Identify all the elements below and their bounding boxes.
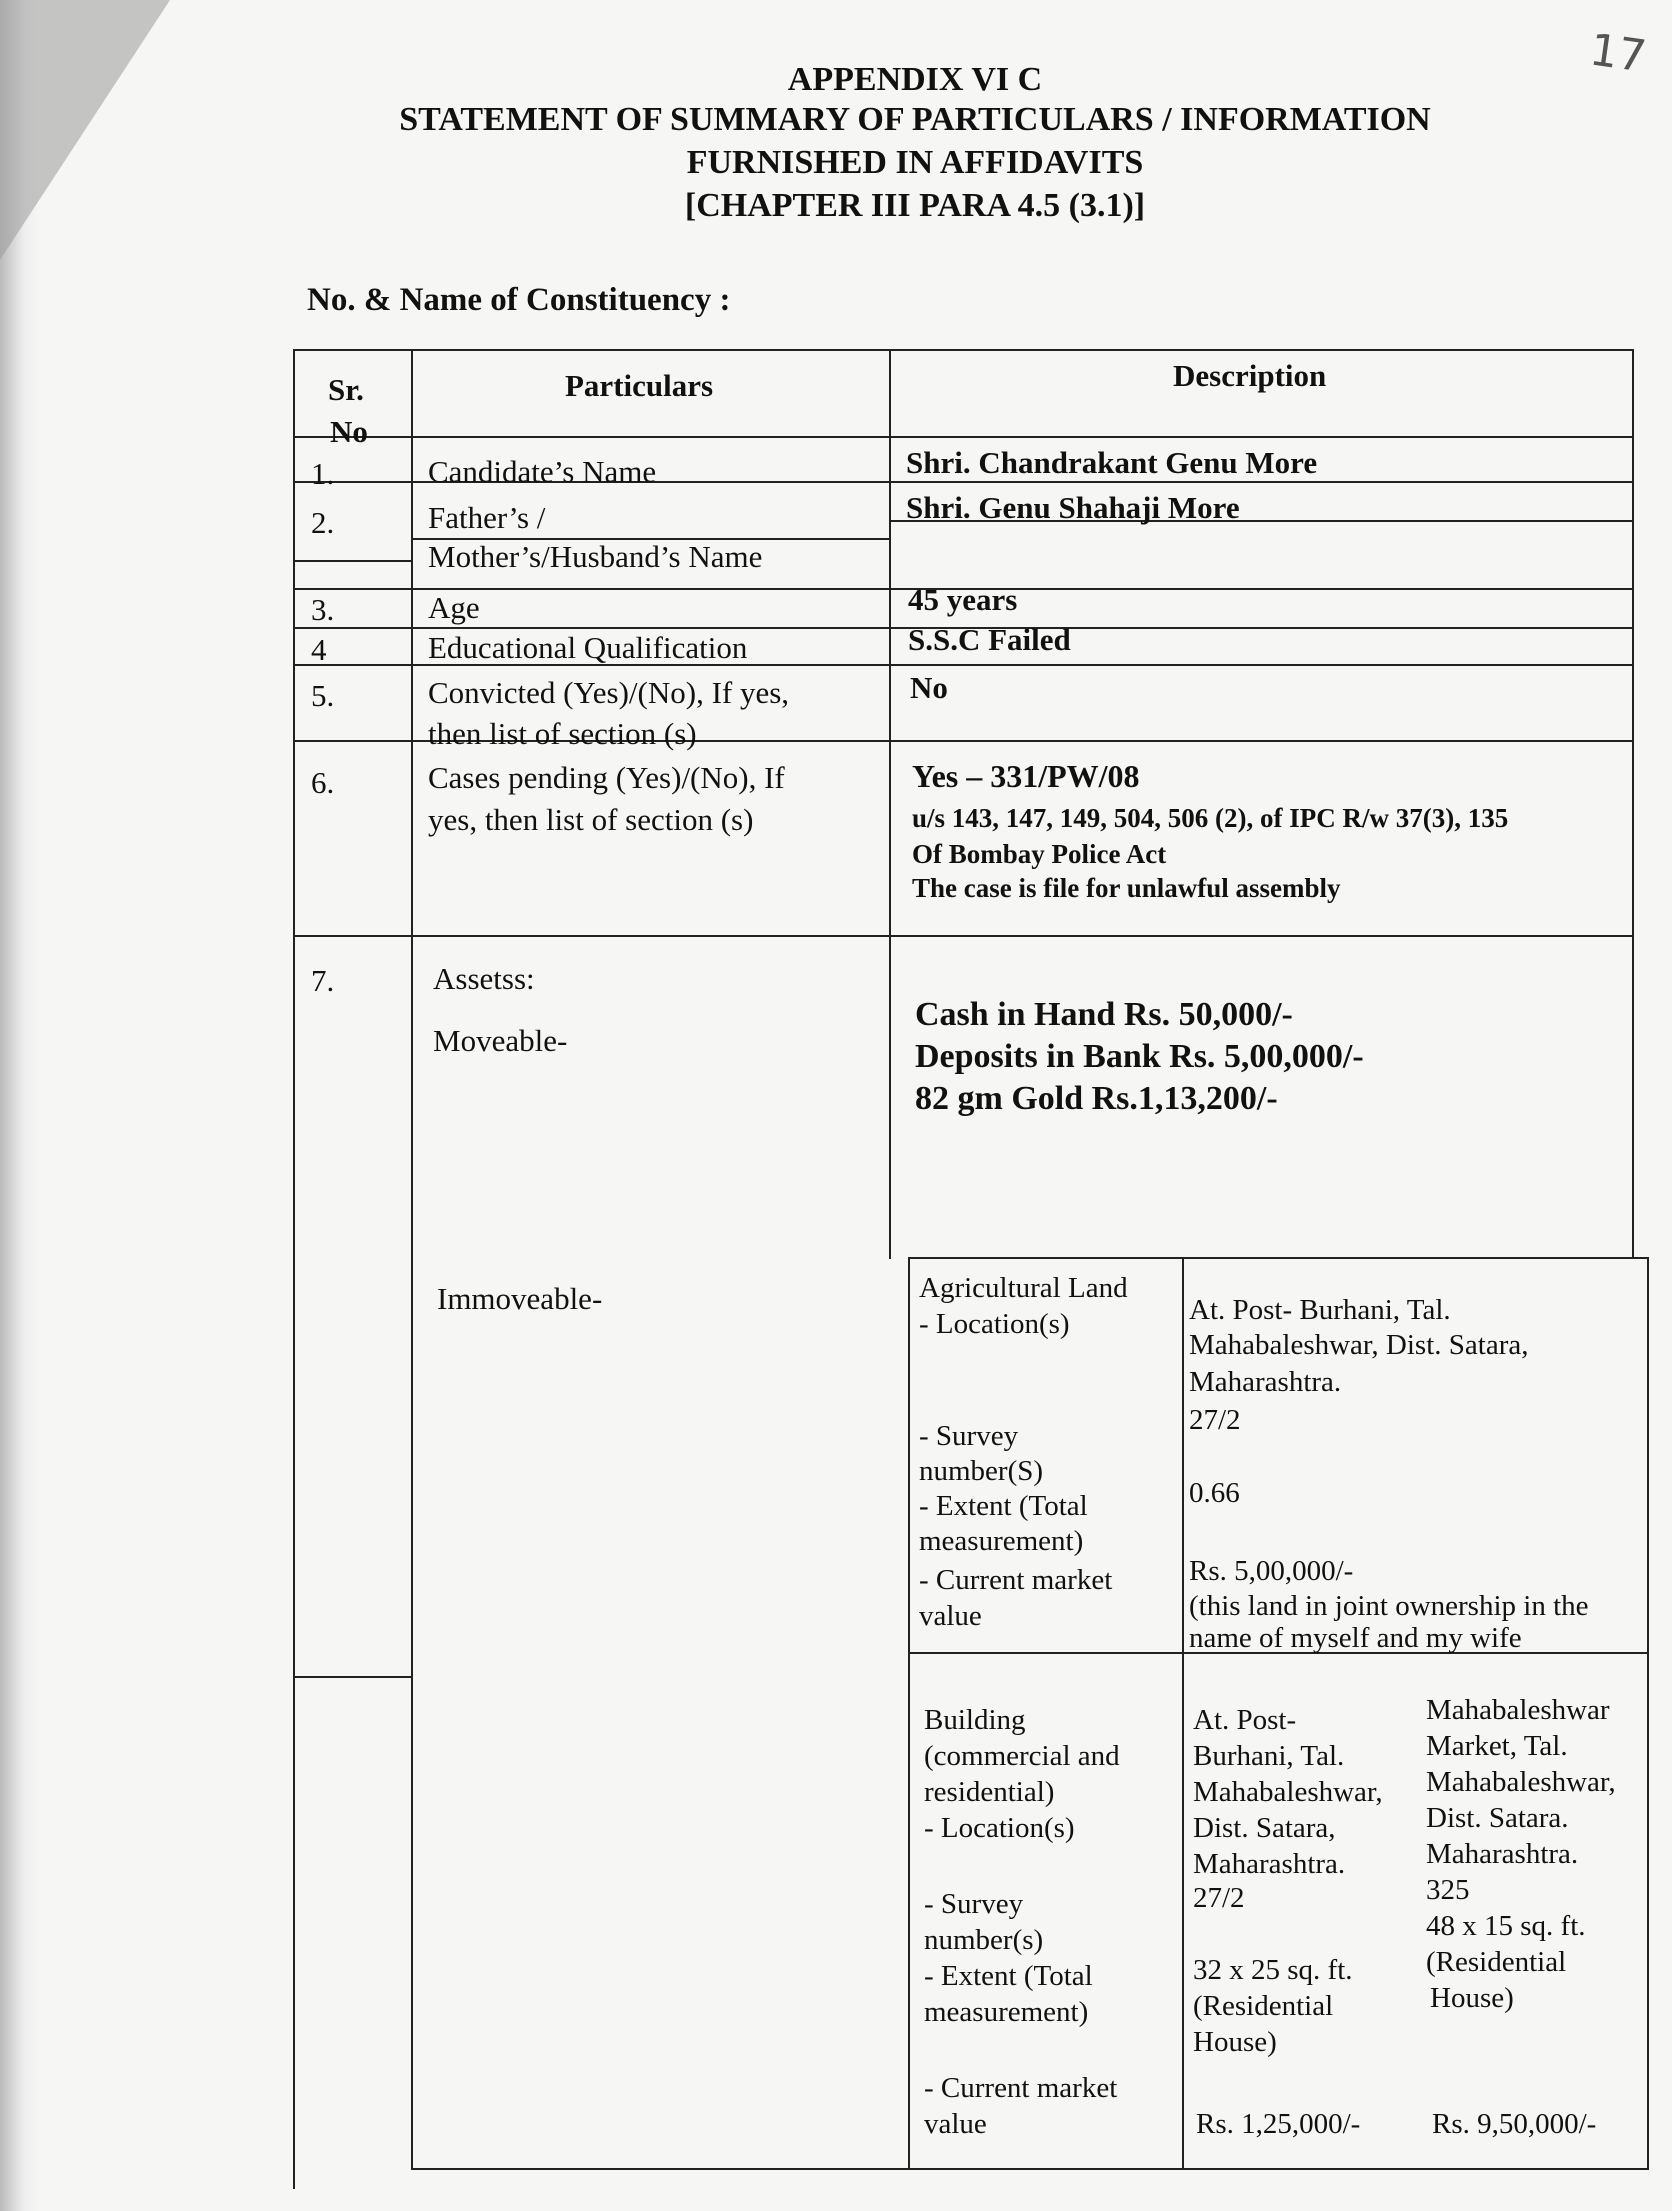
row-description: Of Bombay Police Act [912,839,1167,869]
building2-extent: 48 x 15 sq. ft. [1426,1910,1586,1942]
row-particular: Convicted (Yes)/(No), If yes, [428,675,790,710]
agri-location: Mahabaleshwar, Dist. Satara, [1189,1329,1529,1361]
agri-value: name of myself and my wife [1189,1622,1522,1654]
agri-label: value [919,1600,982,1632]
agri-location: Maharashtra. [1189,1366,1342,1398]
building1-location: Maharashtra. [1193,1848,1346,1880]
building-label: Building [924,1704,1026,1736]
row-number: 4 [311,632,327,667]
building2-survey: 325 [1426,1874,1470,1906]
constituency-label: No. & Name of Constituency : [307,282,731,318]
row-description: No [910,670,948,705]
agri-label: Agricultural Land [919,1272,1128,1304]
building1-location: Burhani, Tal. [1193,1740,1345,1772]
building1-extent: 32 x 25 sq. ft. [1193,1954,1353,1986]
agri-label: number(S) [919,1455,1044,1487]
building2-location: Mahabaleshwar [1426,1694,1610,1726]
row-particular: yes, then list of section (s) [428,802,754,837]
building2-location: Dist. Satara. [1426,1802,1569,1834]
building2-extent: (Residential [1426,1946,1567,1978]
building2-location: Market, Tal. [1426,1730,1568,1762]
agri-label: - Current market [919,1564,1113,1596]
agri-survey: 27/2 [1189,1404,1241,1436]
building2-location: Maharashtra. [1426,1838,1579,1870]
header-sr: Sr. [328,372,364,407]
building2-value: Rs. 9,50,000/- [1432,2108,1597,2140]
statement-title: STATEMENT OF SUMMARY OF PARTICULARS / INFORMATION [399,101,1431,138]
building-label: measurement) [924,1996,1089,2028]
building1-value: Rs. 1,25,000/- [1196,2108,1361,2140]
building-label: - Survey [924,1888,1024,1920]
agri-value: Rs. 5,00,000/- [1189,1555,1354,1587]
header-particulars: Particulars [565,368,714,403]
agri-label: - Extent (Total [919,1490,1088,1522]
agri-label: - Location(s) [919,1308,1070,1340]
handwritten-page-number: 17 [1586,24,1650,83]
row-particular: Moveable- [433,1023,568,1058]
row-particular: Assetss: [433,961,535,996]
building-label: residential) [924,1776,1055,1808]
building1-survey: 27/2 [1193,1882,1245,1914]
building-label: - Current market [924,2072,1118,2104]
building2-location: Mahabaleshwar, [1426,1766,1616,1798]
row-description: u/s 143, 147, 149, 504, 506 (2), of IPC R/w 37(3), 135 [912,803,1509,833]
building1-location: At. Post- [1193,1704,1297,1736]
row-description: 82 gm Gold Rs.1,13,200/- [915,1080,1278,1117]
row-description: 45 years [908,582,1018,617]
building-label: number(s) [924,1924,1044,1956]
header-no: No [330,414,368,449]
row-particular: Educational Qualification [428,630,748,665]
row-particular: Father’s / [428,500,546,535]
row-description: Shri. Genu Shahaji More [906,490,1240,525]
agri-label: - Survey [919,1420,1019,1452]
row-description: S.S.C Failed [908,622,1071,657]
row-number: 3. [311,592,335,627]
row-particular: Cases pending (Yes)/(No), If [428,760,785,795]
agri-extent: 0.66 [1189,1477,1240,1509]
header-description: Description [1173,358,1327,393]
building2-extent: House) [1430,1982,1514,2014]
row-particular: Mother’s/Husband’s Name [428,539,763,574]
building-label: - Extent (Total [924,1960,1093,1992]
row-description: The case is file for unlawful assembly [912,873,1341,903]
agri-location: At. Post- Burhani, Tal. [1189,1294,1451,1326]
row-number: 6. [311,765,335,800]
row-description: Shri. Chandrakant Genu More [906,445,1318,480]
appendix-title: APPENDIX VI C [787,61,1043,98]
building-label: - Location(s) [924,1812,1075,1844]
scan-edge-shadow [0,0,40,2211]
row-particular: Candidate’s Name [428,454,657,489]
agri-label: measurement) [919,1525,1084,1557]
row-number: 5. [311,678,335,713]
building-label: value [924,2108,987,2140]
row-number: 2. [311,505,335,540]
building1-location: Dist. Satara, [1193,1812,1336,1844]
row-description: Deposits in Bank Rs. 5,00,000/- [915,1038,1364,1075]
building-label: (commercial and [924,1740,1120,1772]
building1-location: Mahabaleshwar, [1193,1776,1383,1808]
immoveable-label: Immoveable- [437,1281,603,1316]
row-number: 1. [311,456,335,491]
affidavit-title: FURNISHED IN AFFIDAVITS [686,144,1144,181]
building1-extent: (Residential [1193,1990,1334,2022]
row-description: Yes – 331/PW/08 [912,758,1140,794]
building1-extent: House) [1193,2026,1277,2058]
agri-value: (this land in joint ownership in the [1189,1590,1589,1622]
chapter-reference: [CHAPTER III PARA 4.5 (3.1)] [684,187,1146,224]
row-particular: Age [428,590,480,625]
row-description: Cash in Hand Rs. 50,000/- [915,996,1293,1033]
row-number: 7. [311,963,335,998]
row-particular: then list of section (s) [428,716,697,751]
